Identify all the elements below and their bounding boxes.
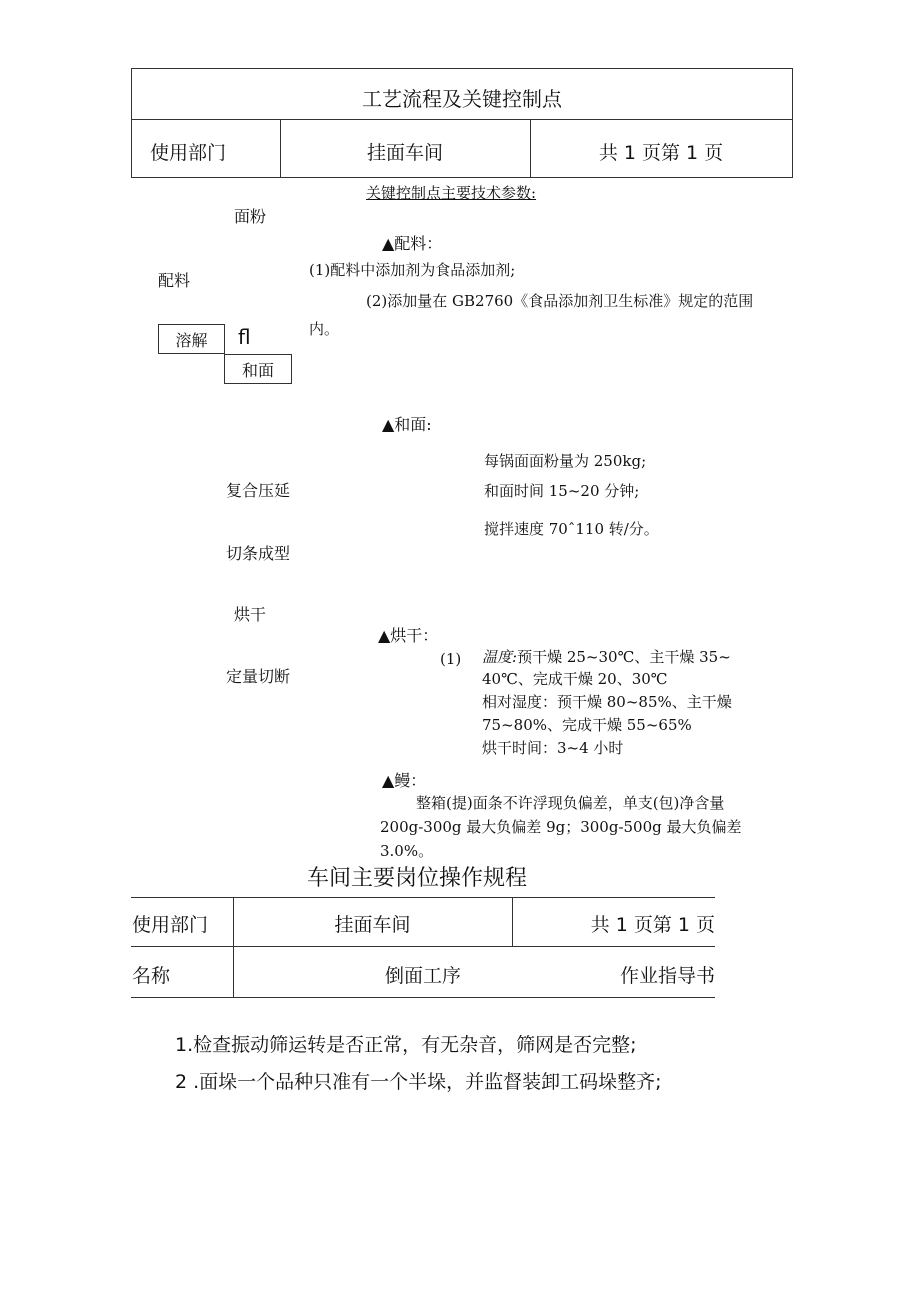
flow-press: 复合压延 (226, 481, 291, 500)
table-rule (131, 997, 715, 998)
process-title: 工艺流程及关键控制点 (362, 87, 562, 111)
man-line: 整箱(提)面条不许浮现负偏差，单支(包)净含量 (416, 794, 725, 812)
honggan-temp-label: 温度: (482, 648, 518, 666)
flow-knead: 和面 (241, 360, 274, 380)
peiliao-line: 内。 (309, 320, 340, 338)
section-man-heading: ▲鳗： (382, 771, 427, 790)
params-heading: 关键控制点主要技术参数: (366, 184, 537, 202)
op-name-label: 名称 (132, 965, 171, 987)
huomian-line: 和面时间 15~20 分钟; (484, 482, 640, 500)
step-item (175, 1030, 637, 1057)
op-doc-type: 作业指导书 (619, 965, 715, 987)
flow-cutoff: 定量切断 (226, 667, 291, 686)
man-line: 3.0%。 (380, 842, 434, 860)
honggan-line: 40℃、完成干燥 20、30℃ (482, 670, 668, 688)
step-text: .面垛一个品种只准有一个半垛，并监督装卸工码垛整齐; (193, 1071, 662, 1093)
table-rule (131, 897, 715, 898)
flow-dry: 烘干 (234, 605, 267, 624)
peiliao-line: (2)添加量在 GB2760《食品添加剂卫生标准》规定的范围 (366, 292, 754, 310)
huomian-line: 每锅面面粉量为 250kg; (484, 452, 647, 470)
peiliao-line: (1)配料中添加剂为食品添加剂; (309, 261, 516, 279)
honggan-line: 相对湿度：预干燥 80~85%、主干燥 (482, 693, 732, 711)
man-line: 200g-300g 最大负偏差 9g；300g-500g 最大负偏差 (380, 818, 742, 836)
section-peiliao-heading: ▲配料： (382, 234, 443, 253)
honggan-line: 75~80%、完成干燥 55~65% (482, 716, 692, 734)
op-page-info: 共 1 页第 1 页 (590, 914, 715, 936)
step-number: 2 (175, 1071, 188, 1093)
section-huomian-heading: ▲和面: (382, 415, 432, 434)
table-rule (131, 946, 715, 947)
flow-mix: 配料 (158, 271, 191, 290)
flow-glyph: fl (238, 325, 251, 349)
flow-flour: 面粉 (234, 207, 267, 226)
honggan-line: 预干燥 25~30℃、主干燥 35~ (517, 648, 731, 666)
step-number: 1 (175, 1034, 188, 1056)
flow-cut: 切条成型 (226, 544, 291, 563)
honggan-num: (1) (440, 650, 462, 668)
operation-title: 车间主要岗位操作规程 (307, 866, 528, 891)
op-dept-label: 使用部门 (132, 914, 209, 936)
op-name-value: 倒面工序 (384, 965, 461, 987)
flow-dissolve: 溶解 (175, 330, 208, 350)
step-item (175, 1067, 662, 1094)
honggan-line: 烘干时间：3~4 小时 (482, 739, 624, 757)
process-header-table (131, 68, 793, 178)
page-info: 共 1 页第 1 页 (598, 142, 724, 164)
huomian-line: 搅拌速度 70ˆ110 转/分。 (484, 520, 659, 538)
section-honggan-heading: ▲烘干： (378, 626, 439, 645)
op-dept-value: 挂面车间 (334, 914, 411, 936)
flow-knead-box (224, 354, 292, 384)
dept-value: 挂面车间 (366, 142, 443, 164)
flow-dissolve-box (158, 324, 225, 354)
dept-label: 使用部门 (150, 142, 227, 164)
process-title-row (132, 69, 792, 120)
step-text: .检查振动筛运转是否正常，有无杂音，筛网是否完整; (187, 1034, 637, 1056)
